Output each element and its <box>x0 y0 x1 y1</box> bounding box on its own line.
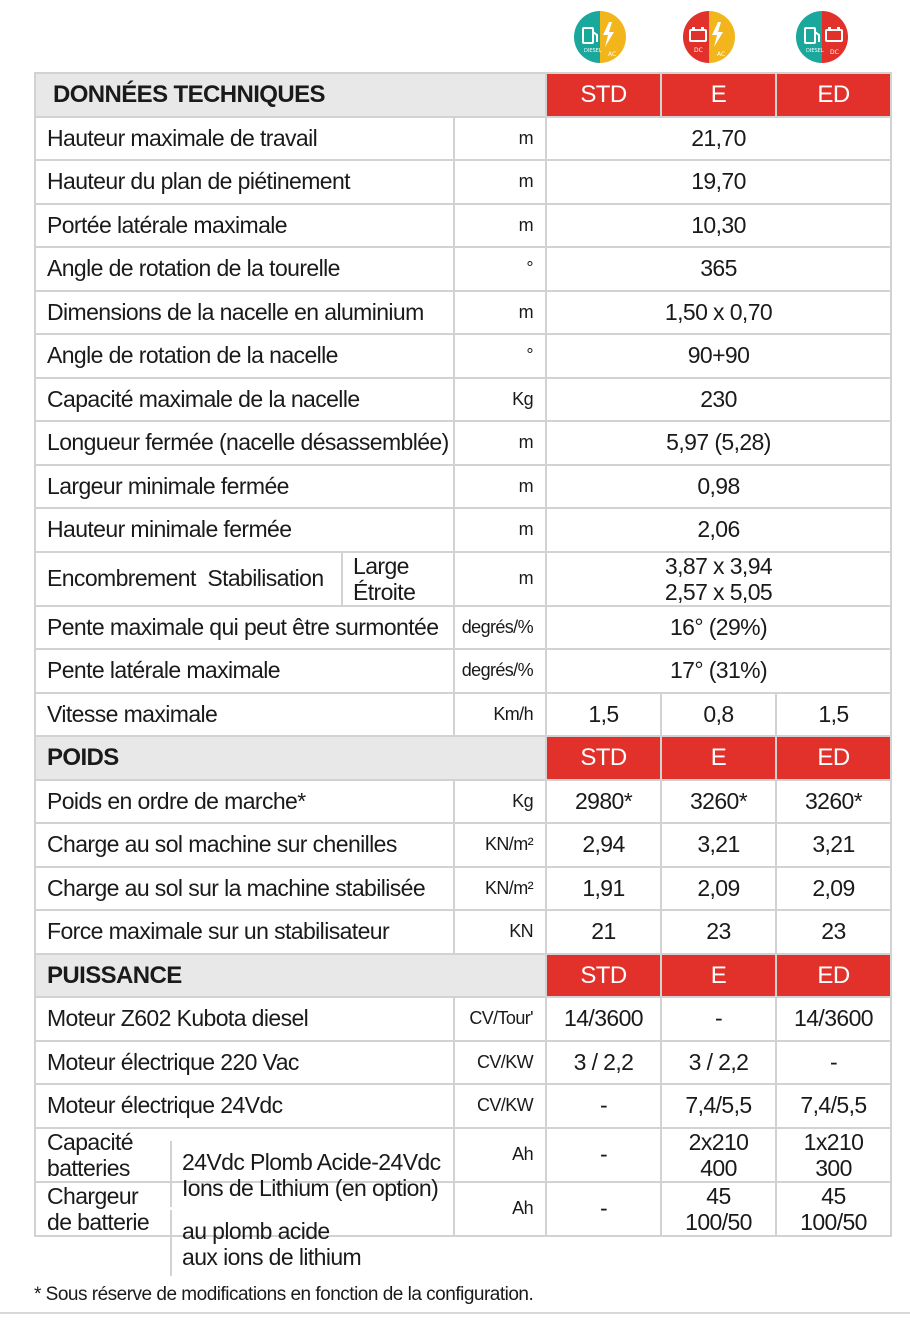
value-std: 2,94 <box>546 823 661 867</box>
section-header-puissance <box>35 954 891 998</box>
row-label: Capacité maximale de la nacelle <box>35 378 454 422</box>
section-title: PUISSANCE <box>35 954 546 998</box>
row-label: Dimensions de la nacelle en aluminium <box>35 291 454 335</box>
row-unit: m <box>454 465 546 509</box>
table-row <box>35 1084 891 1128</box>
value-ed: 2,09 <box>776 867 891 911</box>
table-row <box>35 823 891 867</box>
row-unit: m <box>454 117 546 161</box>
row-label: Charge au sol sur la machine stabilisée <box>35 867 454 911</box>
value-e: 7,4/5,5 <box>661 1084 776 1128</box>
row-value <box>546 552 891 606</box>
table-row <box>35 1041 891 1085</box>
table-row <box>35 247 891 291</box>
label-line1: Chargeur <box>47 1182 139 1209</box>
row-unit: Ah <box>454 1182 546 1236</box>
table-row <box>35 117 891 161</box>
row-unit: CV/Tour' <box>454 997 546 1041</box>
divider <box>0 1312 910 1314</box>
row-unit: m <box>454 508 546 552</box>
value-ed: 1,5 <box>776 693 891 737</box>
table-row <box>35 291 891 335</box>
svg-text:DIESEL: DIESEL <box>806 48 824 54</box>
row-unit: m <box>454 160 546 204</box>
row-label: Pente maximale qui peut être surmontée <box>35 606 454 650</box>
value-std: 1,5 <box>546 693 661 737</box>
row-value: 365 <box>546 247 891 291</box>
section-title: POIDS <box>35 736 546 780</box>
col-header-ed: ED <box>776 736 891 780</box>
value-std: 1,91 <box>546 867 661 911</box>
value-e-line2: 100/50 <box>685 1208 752 1235</box>
table-row-stabilisation <box>35 552 891 606</box>
value-std: - <box>546 1084 661 1128</box>
col-header-std: STD <box>546 736 661 780</box>
value-e <box>661 1128 776 1182</box>
table-row <box>35 780 891 824</box>
table-row <box>35 997 891 1041</box>
value-std: - <box>546 1182 661 1236</box>
row-unit: ° <box>454 247 546 291</box>
row-label: Pente latérale maximale <box>35 649 454 693</box>
row-label: Moteur électrique 24Vdc <box>35 1084 454 1128</box>
row-value: 1,50 x 0,70 <box>546 291 891 335</box>
row-label: Charge au sol machine sur chenilles <box>35 823 454 867</box>
value-e: 3,21 <box>661 823 776 867</box>
section-header-poids <box>35 736 891 780</box>
row-value: 90+90 <box>546 334 891 378</box>
row-unit: m <box>454 421 546 465</box>
row-unit: degrés/% <box>454 649 546 693</box>
row-label: Force maximale sur un stabilisateur <box>35 910 454 954</box>
value-e <box>661 1182 776 1236</box>
col-header-std: STD <box>546 954 661 998</box>
sublabel-line1: au plomb acide <box>182 1218 330 1244</box>
batteries-sublabel <box>170 1141 450 1207</box>
chargeur-sublabel <box>170 1210 450 1276</box>
table-row <box>35 160 891 204</box>
row-label: Hauteur maximale de travail <box>35 117 454 161</box>
row-label: Vitesse maximale <box>35 693 454 737</box>
row-value: 17° (31%) <box>546 649 891 693</box>
row-unit: Km/h <box>454 693 546 737</box>
value-std: 3 / 2,2 <box>546 1041 661 1085</box>
label-line1: Capacité <box>47 1128 133 1155</box>
row-unit: Kg <box>454 780 546 824</box>
value-ed: 3260* <box>776 780 891 824</box>
spec-table <box>34 72 892 1237</box>
value-ed: 14/3600 <box>776 997 891 1041</box>
value-e: 23 <box>661 910 776 954</box>
label-line2: batteries <box>47 1154 130 1181</box>
svg-text:AC: AC <box>608 51 617 58</box>
value-large: 3,87 x 3,94 <box>664 552 773 579</box>
value-e: 0,8 <box>661 693 776 737</box>
row-label: Hauteur minimale fermée <box>35 508 454 552</box>
row-sublabel <box>342 552 454 606</box>
row-value: 230 <box>546 378 891 422</box>
row-unit: KN <box>454 910 546 954</box>
table-row <box>35 910 891 954</box>
row-value: 5,97 (5,28) <box>546 421 891 465</box>
value-std: 21 <box>546 910 661 954</box>
row-unit: m <box>454 291 546 335</box>
row-unit: Kg <box>454 378 546 422</box>
value-ed-line1: 1x210 <box>803 1128 864 1155</box>
value-e-line1: 45 <box>706 1182 731 1209</box>
value-ed: 7,4/5,5 <box>776 1084 891 1128</box>
row-unit: Ah <box>454 1128 546 1182</box>
row-label: Encombrement Stabilisation <box>35 552 342 606</box>
row-label: Angle de rotation de la nacelle <box>35 334 454 378</box>
value-ed: 3,21 <box>776 823 891 867</box>
row-unit: CV/KW <box>454 1084 546 1128</box>
section-header-tech <box>35 73 891 117</box>
row-unit: degrés/% <box>454 606 546 650</box>
row-value: 19,70 <box>546 160 891 204</box>
value-etroite: 2,57 x 5,05 <box>664 578 773 605</box>
table-row <box>35 693 891 737</box>
svg-text:DIESEL: DIESEL <box>584 48 602 54</box>
footnote: * Sous réserve de modifications en fonction de la configuration. <box>34 1284 534 1305</box>
col-header-e: E <box>661 736 776 780</box>
svg-text:DC: DC <box>830 49 839 56</box>
row-unit: m <box>454 204 546 248</box>
svg-text:AC: AC <box>717 51 726 58</box>
value-e: - <box>661 997 776 1041</box>
value-ed-line2: 300 <box>815 1154 852 1181</box>
power-source-icons <box>0 4 910 68</box>
row-unit: KN/m² <box>454 867 546 911</box>
col-header-ed: ED <box>776 954 891 998</box>
value-ed <box>776 1182 891 1236</box>
row-unit: m <box>454 552 546 606</box>
row-label: Poids en ordre de marche* <box>35 780 454 824</box>
col-header-e: E <box>661 73 776 117</box>
value-e: 2,09 <box>661 867 776 911</box>
table-row <box>35 378 891 422</box>
value-e-line1: 2x210 <box>688 1128 749 1155</box>
value-e: 3260* <box>661 780 776 824</box>
col-header-std: STD <box>546 73 661 117</box>
value-ed-line1: 45 <box>821 1182 846 1209</box>
col-header-e: E <box>661 954 776 998</box>
row-unit: CV/KW <box>454 1041 546 1085</box>
row-unit: KN/m² <box>454 823 546 867</box>
value-std: - <box>546 1128 661 1182</box>
value-ed: 23 <box>776 910 891 954</box>
table-row <box>35 334 891 378</box>
sublabel-etroite: Étroite <box>353 578 416 605</box>
row-label: Moteur Z602 Kubota diesel <box>35 997 454 1041</box>
value-e: 3 / 2,2 <box>661 1041 776 1085</box>
table-row-chargeur <box>35 1182 891 1236</box>
value-ed: - <box>776 1041 891 1085</box>
table-row <box>35 649 891 693</box>
label-line2: de batterie <box>47 1208 150 1235</box>
table-row <box>35 465 891 509</box>
section-title: DONNÉES TECHNIQUES <box>35 73 546 117</box>
table-row <box>35 508 891 552</box>
sublabel-large: Large <box>353 552 409 579</box>
row-unit: ° <box>454 334 546 378</box>
sublabel-line2: aux ions de lithium <box>182 1244 362 1270</box>
row-value: 10,30 <box>546 204 891 248</box>
table-row <box>35 421 891 465</box>
table-row <box>35 867 891 911</box>
table-row <box>35 204 891 248</box>
row-value: 21,70 <box>546 117 891 161</box>
row-value: 0,98 <box>546 465 891 509</box>
col-header-ed: ED <box>776 73 891 117</box>
value-ed <box>776 1128 891 1182</box>
row-label: Angle de rotation de la tourelle <box>35 247 454 291</box>
sublabel-line2: Ions de Lithium (en option) <box>182 1175 439 1201</box>
row-value: 16° (29%) <box>546 606 891 650</box>
value-ed-line2: 100/50 <box>800 1208 867 1235</box>
row-label: Moteur électrique 220 Vac <box>35 1041 454 1085</box>
row-label: Longueur fermée (nacelle désassemblée) <box>35 421 454 465</box>
row-label: Hauteur du plan de piétinement <box>35 160 454 204</box>
diesel-ac-icon <box>571 8 629 66</box>
diesel-dc-icon <box>793 8 851 66</box>
sublabel-line1: 24Vdc Plomb Acide-24Vdc <box>182 1149 441 1175</box>
row-label: Portée latérale maximale <box>35 204 454 248</box>
row-label: Largeur minimale fermée <box>35 465 454 509</box>
value-std: 14/3600 <box>546 997 661 1041</box>
value-e-line2: 400 <box>700 1154 737 1181</box>
value-std: 2980* <box>546 780 661 824</box>
svg-text:DC: DC <box>694 47 703 54</box>
row-value: 2,06 <box>546 508 891 552</box>
table-row <box>35 606 891 650</box>
table-row-batteries <box>35 1128 891 1182</box>
dc-ac-icon <box>680 8 738 66</box>
